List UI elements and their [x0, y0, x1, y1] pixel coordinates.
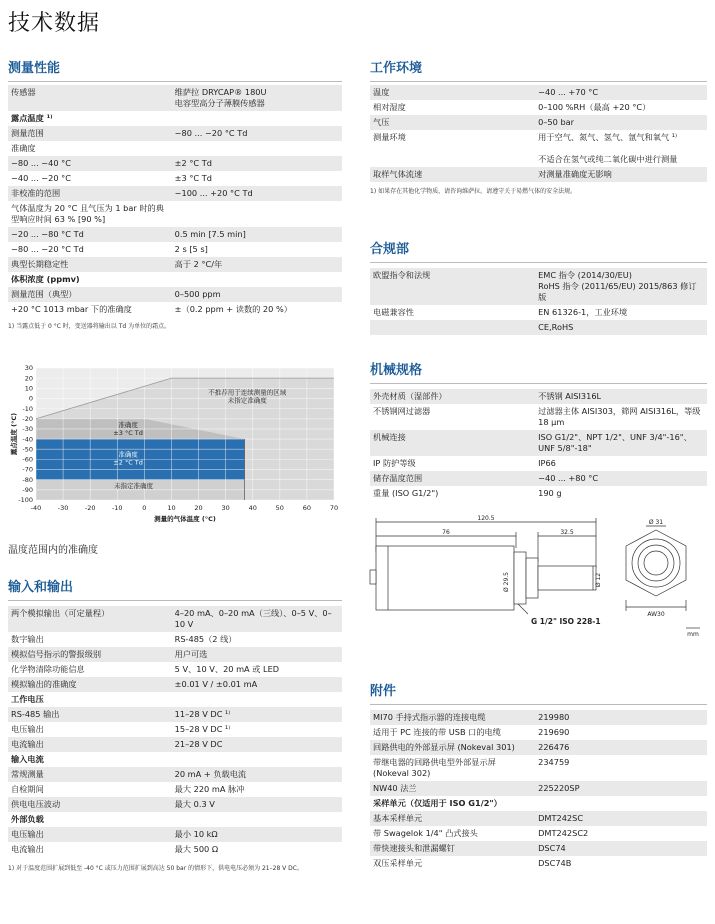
table-row — [8, 842, 342, 857]
x-tick-label: 70 — [329, 504, 339, 512]
dim-total-label: 120.5 — [477, 515, 495, 522]
dim-probe-label: 32.5 — [560, 529, 574, 536]
row-label: 重量 (ISO G1/2") — [370, 486, 535, 501]
row-value: 234759 — [535, 755, 707, 781]
row-label: 基本采样单元 — [370, 811, 535, 826]
measurement-footnote: 1) 当露点低于 0 °C 时，变送器将输出以 Td 为单位的霜点。 — [8, 323, 171, 330]
row-value — [172, 812, 342, 827]
table-row — [8, 201, 342, 227]
y-tick-label: -50 — [22, 445, 33, 454]
row-value: −100 ... +20 °C Td — [172, 186, 342, 201]
row-value: 最大 0.3 V — [172, 797, 342, 812]
table-row — [370, 796, 707, 811]
x-tick-label: 60 — [302, 504, 312, 512]
x-tick-label: -10 — [111, 504, 123, 512]
compliance-title: 合规部 — [370, 238, 707, 263]
row-value: 0–50 bar — [535, 115, 707, 130]
row-value: 不锈钢 AISI316L — [535, 389, 707, 404]
row-value: DMT242SC2 — [535, 826, 707, 841]
table-row — [8, 85, 342, 111]
table-row — [8, 242, 342, 257]
unit-label: mm — [687, 631, 699, 638]
row-label: MI70 手持式指示器的连接电缆 — [370, 710, 535, 725]
table-row — [8, 662, 342, 677]
accessories-title: 附件 — [370, 680, 707, 705]
table-row — [370, 404, 707, 430]
table-row — [370, 811, 707, 826]
wrench-label: AW30 — [647, 611, 665, 618]
y-tick-label: -70 — [22, 465, 33, 474]
row-value: 219980 — [535, 710, 707, 725]
row-value — [535, 796, 707, 811]
x-tick-label: 10 — [167, 504, 176, 512]
row-label: 相对湿度 — [370, 100, 535, 115]
row-label: 常规测量 — [8, 767, 172, 782]
row-label: RS-485 输出 — [8, 707, 172, 722]
row-value: DSC74B — [535, 856, 707, 871]
table-row — [8, 782, 342, 797]
table-row — [8, 126, 342, 141]
x-tick-label: -20 — [84, 504, 96, 512]
x-tick-label: 0 — [142, 504, 147, 512]
dim-end-dia-label: Ø 31 — [648, 519, 664, 526]
dimension-drawing-svg — [368, 512, 708, 642]
row-label: 回路供电的外部显示屏 (Nokeval 301) — [370, 740, 535, 755]
io-title: 输入和输出 — [8, 576, 342, 601]
row-value: DMT242SC — [535, 811, 707, 826]
region-label-not-recommended: 未指定准确度 — [227, 396, 267, 405]
row-label: 自检期间 — [8, 782, 172, 797]
row-value: 最大 500 Ω — [172, 842, 342, 857]
environment-table — [370, 85, 707, 182]
row-label: 数字输出 — [8, 632, 172, 647]
y-tick-label: 0 — [28, 394, 33, 403]
row-label: 准确度 — [8, 141, 172, 156]
row-label: 欧盟指令和法规 — [370, 268, 535, 305]
row-label: +20 °C 1013 mbar 下的准确度 — [8, 302, 172, 317]
row-value: 15–28 V DC ¹⁾ — [172, 722, 342, 737]
table-row — [8, 156, 342, 171]
row-value: EN 61326-1，工业环境 — [535, 305, 707, 320]
row-value: RS-485（2 线） — [172, 632, 342, 647]
row-value: 21–28 V DC — [172, 737, 342, 752]
row-label: 带快速接头和泄漏螺钉 — [370, 841, 535, 856]
row-label: IP 防护等级 — [370, 456, 535, 471]
table-row — [370, 710, 707, 725]
row-label: 电流输出 — [8, 842, 172, 857]
table-row — [8, 812, 342, 827]
table-row — [370, 268, 707, 305]
mechanical-section — [370, 359, 707, 501]
table-row — [8, 287, 342, 302]
row-label: 外壳材质（湿部件） — [370, 389, 535, 404]
row-value: 0–500 ppm — [172, 287, 342, 302]
table-row — [370, 430, 707, 456]
row-label: 气压 — [370, 115, 535, 130]
accuracy-chart — [8, 364, 342, 534]
accessories-table — [370, 710, 707, 871]
accessories-section — [370, 680, 707, 871]
row-value: ±3 °C Td — [172, 171, 342, 186]
x-tick-label: 50 — [275, 504, 284, 512]
y-tick-label: -30 — [22, 425, 33, 434]
io-section — [8, 576, 342, 873]
row-label: 化学物清除功能信息 — [8, 662, 172, 677]
mechanical-title: 机械规格 — [370, 359, 707, 384]
row-value — [172, 752, 342, 767]
row-label: 电磁兼容性 — [370, 305, 535, 320]
x-tick-label: -30 — [57, 504, 69, 512]
row-label: 非校准的范围 — [8, 186, 172, 201]
end-view-hex — [626, 530, 686, 596]
table-row — [8, 606, 342, 632]
table-row — [8, 677, 342, 692]
row-label: 输入电流 — [8, 752, 172, 767]
measurement-table — [8, 85, 342, 317]
table-row — [370, 389, 707, 404]
compliance-section — [370, 238, 707, 335]
chart-caption: 温度范围内的准确度 — [8, 545, 98, 556]
row-label: 两个模拟输出（可定量程） — [8, 606, 172, 632]
table-row — [8, 752, 342, 767]
transmitter-body — [376, 546, 514, 610]
row-label — [370, 320, 535, 335]
row-label: 双压采样单元 — [370, 856, 535, 871]
row-label: 模拟输出的准确度 — [8, 677, 172, 692]
table-row — [370, 486, 707, 501]
row-value: ISO G1/2"、NPT 1/2"、UNF 3/4"-16"、UNF 5/8"-18" — [535, 430, 707, 456]
row-label: 露点温度 ¹⁾ — [8, 111, 172, 126]
row-label: 电压输出 — [8, 827, 172, 842]
row-value: 用户可选 — [172, 647, 342, 662]
row-value: IP66 — [535, 456, 707, 471]
dim-probe-dia-label: Ø 12 — [595, 572, 602, 588]
y-tick-label: -10 — [22, 404, 33, 413]
row-value: 最大 220 mA 脉冲 — [172, 782, 342, 797]
row-value: ±0.01 V / ±0.01 mA — [172, 677, 342, 692]
table-row — [8, 707, 342, 722]
row-label: 储存温度范围 — [370, 471, 535, 486]
table-row — [8, 227, 342, 242]
row-value: 最小 10 kΩ — [172, 827, 342, 842]
table-row — [8, 272, 342, 287]
y-tick-label: -20 — [22, 414, 33, 423]
io-footnote: 1) 对于温度范围扩展到低至 -40 °C 或压力范围扩展到高达 50 bar 的情形下，供电电压必须为 21–28 V DC。 — [8, 865, 303, 872]
row-label: 机械连接 — [370, 430, 535, 456]
row-label: 模拟信号指示的警报级别 — [8, 647, 172, 662]
y-tick-label: -80 — [22, 475, 33, 484]
row-value: EMC 指令 (2014/30/EU) RoHS 指令 (2011/65/EU) 2015/863 修订版 — [535, 268, 707, 305]
row-value: 过滤器主体 AISI303，筛网 AISI316L，等级 18 µm — [535, 404, 707, 430]
row-value: 219690 — [535, 725, 707, 740]
table-row — [370, 167, 707, 182]
row-value: 0.5 min [7.5 min] — [172, 227, 342, 242]
table-row — [8, 692, 342, 707]
thread-label: G 1/2" ISO 228-1 — [531, 617, 601, 626]
table-row — [370, 755, 707, 781]
row-label: 测量范围（典型） — [8, 287, 172, 302]
row-label: 测量范围 — [8, 126, 172, 141]
table-row — [8, 111, 342, 126]
table-row — [370, 456, 707, 471]
row-label: 带 Swagelok 1/4" 凸式接头 — [370, 826, 535, 841]
row-value: 11–28 V DC ¹⁾ — [172, 707, 342, 722]
row-value: 0–100 %RH（最高 +20 °C） — [535, 100, 707, 115]
x-tick-label: 30 — [221, 504, 230, 512]
row-value: 190 g — [535, 486, 707, 501]
table-row — [370, 725, 707, 740]
dim-dia-label: Ø 29.5 — [503, 572, 510, 592]
dimension-drawing — [368, 512, 708, 642]
row-value — [172, 111, 342, 126]
row-value: 225220SP — [535, 781, 707, 796]
row-label: −20 ... −80 °C Td — [8, 227, 172, 242]
row-value: 20 mA + 负载电流 — [172, 767, 342, 782]
table-row — [8, 257, 342, 272]
table-row — [370, 471, 707, 486]
row-label: 工作电压 — [8, 692, 172, 707]
y-tick-label: 10 — [24, 384, 33, 393]
y-axis-label: 露点温度 (°C) — [10, 412, 18, 456]
region-label-acc-2: ±2 °C Td — [113, 458, 143, 467]
region-label-not-recommended: 不推荐用于连续测量的区域 — [208, 388, 287, 397]
y-tick-label: 30 — [24, 364, 33, 373]
row-value — [172, 141, 342, 156]
y-tick-label: -60 — [22, 455, 33, 464]
measurement-section — [8, 57, 342, 331]
table-row — [370, 856, 707, 871]
row-value: 2 s [5 s] — [172, 242, 342, 257]
region-label-acc-2: 准确度 — [118, 450, 138, 459]
x-axis-label: 测量的气体温度 (°C) — [154, 515, 216, 523]
row-label: 典型长期稳定性 — [8, 257, 172, 272]
mechanical-table — [370, 389, 707, 501]
table-row — [8, 827, 342, 842]
x-tick-label: 40 — [248, 504, 257, 512]
io-table — [8, 606, 342, 857]
row-value: DSC74 — [535, 841, 707, 856]
row-label: 温度 — [370, 85, 535, 100]
row-label: NW40 法兰 — [370, 781, 535, 796]
table-row — [8, 737, 342, 752]
table-row — [370, 740, 707, 755]
table-row — [8, 186, 342, 201]
table-row — [370, 781, 707, 796]
row-value: CE,RoHS — [535, 320, 707, 335]
table-row — [370, 305, 707, 320]
row-label: 体积浓度 (ppmv) — [8, 272, 172, 287]
table-row — [8, 722, 342, 737]
row-label: 电流输出 — [8, 737, 172, 752]
row-value: 对测量准确度无影响 — [535, 167, 707, 182]
row-value — [172, 201, 342, 227]
region-label-unspecified: 未指定准确度 — [114, 481, 154, 490]
y-tick-label: -40 — [22, 435, 33, 444]
table-row — [8, 171, 342, 186]
row-label: 取样气体流速 — [370, 167, 535, 182]
row-label: 不锈钢网过滤器 — [370, 404, 535, 430]
table-row — [8, 632, 342, 647]
row-value: −40 ... +70 °C — [535, 85, 707, 100]
environment-footnote: 1) 如果存在其他化学物质，请咨询维萨拉。请遵守关于易燃气体的安全法规。 — [370, 188, 577, 195]
row-value: 高于 2 °C/年 — [172, 257, 342, 272]
table-row — [8, 767, 342, 782]
region-label-acc-3: 准确度 — [118, 420, 138, 429]
table-row — [8, 141, 342, 156]
y-tick-label: -100 — [18, 496, 33, 505]
table-row — [8, 797, 342, 812]
row-value: 226476 — [535, 740, 707, 755]
row-label: −40 ... −20 °C — [8, 171, 172, 186]
probe-tube — [538, 566, 596, 590]
environment-section — [370, 57, 707, 196]
dim-body-label: 76 — [442, 529, 450, 536]
table-row — [8, 647, 342, 662]
x-tick-label: -40 — [30, 504, 42, 512]
compliance-table — [370, 268, 707, 335]
table-row — [370, 320, 707, 335]
row-label: 传感器 — [8, 85, 172, 111]
measurement-title: 测量性能 — [8, 57, 342, 82]
environment-title: 工作环境 — [370, 57, 707, 82]
table-row — [370, 841, 707, 856]
row-label: 采样单元（仅适用于 ISO G1/2"） — [370, 796, 535, 811]
row-value: −40 ... +80 °C — [535, 471, 707, 486]
row-value: ±（0.2 ppm + 读数的 20 %） — [172, 302, 342, 317]
y-tick-label: 20 — [24, 374, 33, 383]
row-label: 测量环境 — [370, 130, 535, 167]
row-label: 适用于 PC 连接的带 USB 口的电缆 — [370, 725, 535, 740]
row-label: 外部负载 — [8, 812, 172, 827]
row-value: ±2 °C Td — [172, 156, 342, 171]
row-value — [172, 272, 342, 287]
row-value: −80 ... −20 °C Td — [172, 126, 342, 141]
table-row — [370, 130, 707, 167]
accuracy-chart-svg — [8, 364, 342, 534]
row-label: 气体温度为 20 °C 且气压为 1 bar 时的典型响应时间 63 % [90 %] — [8, 201, 172, 227]
row-label: −80 ... −20 °C Td — [8, 242, 172, 257]
row-label: 供电电压波动 — [8, 797, 172, 812]
row-value: 维萨拉 DRYCAP® 180U 电容型高分子薄膜传感器 — [172, 85, 342, 111]
region-label-acc-3: ±3 °C Td — [113, 428, 143, 437]
table-row — [370, 826, 707, 841]
row-value — [172, 692, 342, 707]
row-label: 电压输出 — [8, 722, 172, 737]
table-row — [8, 302, 342, 317]
table-row — [370, 100, 707, 115]
row-value: 4–20 mA、0–20 mA（三线）、0–5 V、0–10 V — [172, 606, 342, 632]
page-title: 技术数据 — [8, 11, 101, 36]
row-label: 带继电器的回路供电型外部显示屏 (Nokeval 302) — [370, 755, 535, 781]
row-value: 用于空气、氮气、氢气、氩气和氧气 ¹⁾ 不适合在氢气或纯二氧化碳中进行测量 — [535, 130, 707, 167]
y-tick-label: -90 — [22, 486, 33, 495]
x-tick-label: 20 — [194, 504, 203, 512]
table-row — [370, 115, 707, 130]
row-value: 5 V、10 V、20 mA 或 LED — [172, 662, 342, 677]
row-label: −80 ... −40 °C — [8, 156, 172, 171]
table-row — [370, 85, 707, 100]
